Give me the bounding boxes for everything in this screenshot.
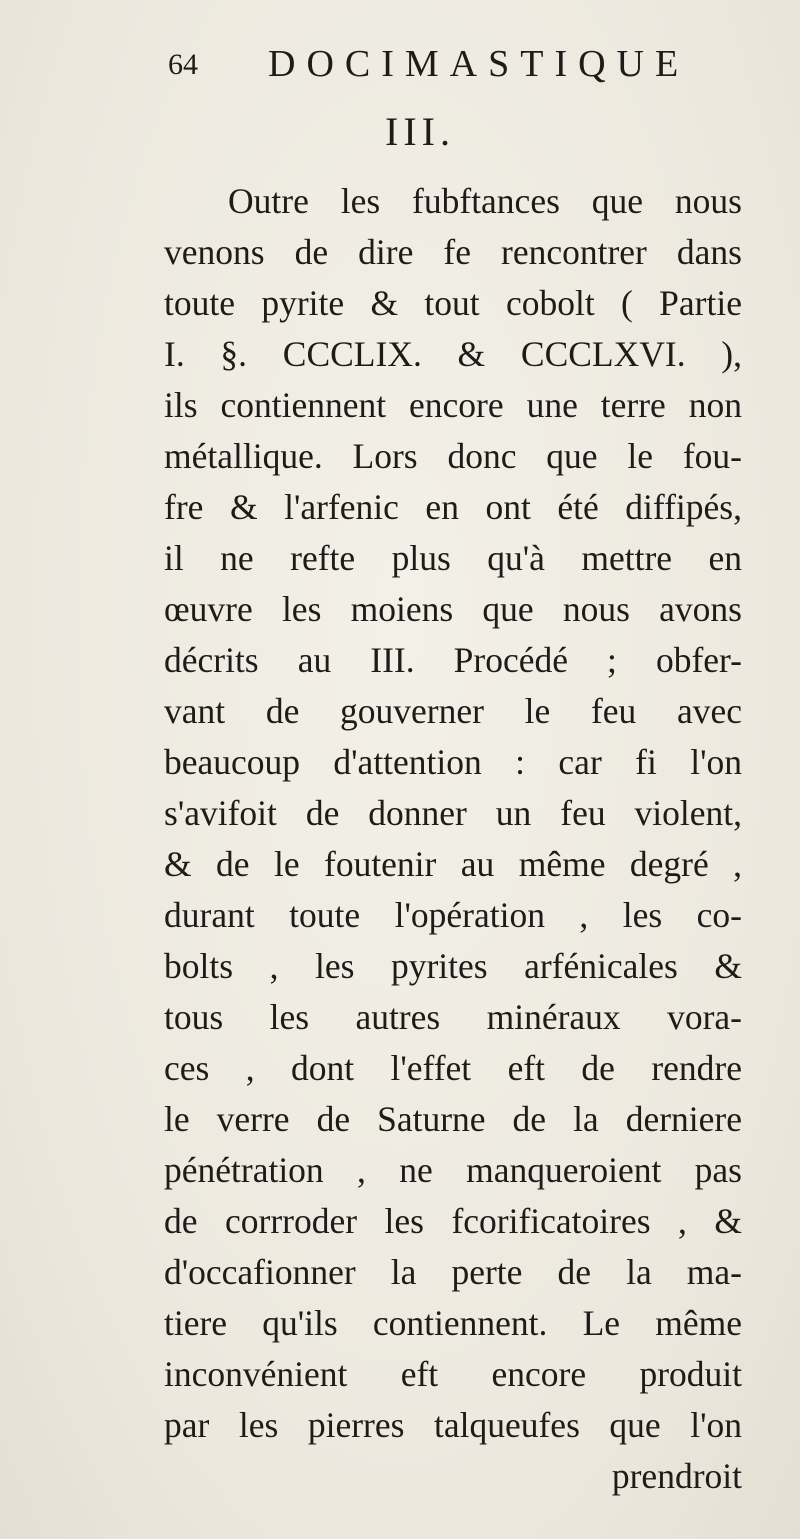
text-line: toute pyrite & tout cobolt ( Partie <box>164 283 742 323</box>
text-line: beaucoup d'attention : car fi l'on <box>164 742 742 782</box>
running-title: DOCIMASTIQUE <box>268 43 690 85</box>
text-line: d'occafionner la perte de la ma- <box>164 1252 742 1292</box>
section-number: III. <box>385 109 455 154</box>
text-line: de corrroder les fcorificatoires , & <box>164 1201 742 1241</box>
text-line: I. §. CCCLIX. & CCCLXVI. ), <box>164 334 742 374</box>
text-line: durant toute l'opération , les co- <box>164 895 742 935</box>
text-line: métallique. Lors donc que le fou- <box>164 436 742 476</box>
catchword: prendroit <box>611 1456 742 1496</box>
text-line: le verre de Saturne de la derniere <box>164 1099 742 1139</box>
text-line: inconvénient eft encore produit <box>164 1354 742 1394</box>
text-line: Outre les fubftances que nous <box>228 181 742 221</box>
text-line: par les pierres talqueufes que l'on <box>164 1405 742 1445</box>
paragraph <box>0 180 800 1500</box>
text-line: & de le foutenir au même degré , <box>164 844 742 884</box>
text-line: pénétration , ne manqueroient pas <box>164 1150 742 1190</box>
text-line: tiere qu'ils contiennent. Le même <box>164 1303 742 1343</box>
text-line: bolts , les pyrites arfénicales & <box>164 946 742 986</box>
text-line: fre & l'arfenic en ont été diffipés, <box>164 487 742 527</box>
text-line: s'avifoit de donner un feu violent, <box>164 793 742 833</box>
text-line: vant de gouverner le feu avec <box>164 691 742 731</box>
text-line: œuvre les moiens que nous avons <box>164 589 742 629</box>
text-line: venons de dire fe rencontrer dans <box>164 232 742 272</box>
text-line: ces , dont l'effet eft de rendre <box>164 1048 742 1088</box>
text-line: ils contiennent encore une terre non <box>164 385 742 425</box>
text-line: décrits au III. Procédé ; obfer- <box>164 640 742 680</box>
running-header <box>168 38 690 98</box>
page-number: 64 <box>168 48 198 81</box>
text-line: tous les autres minéraux vora- <box>164 997 742 1037</box>
text-line: il ne refte plus qu'à mettre en <box>164 538 742 578</box>
